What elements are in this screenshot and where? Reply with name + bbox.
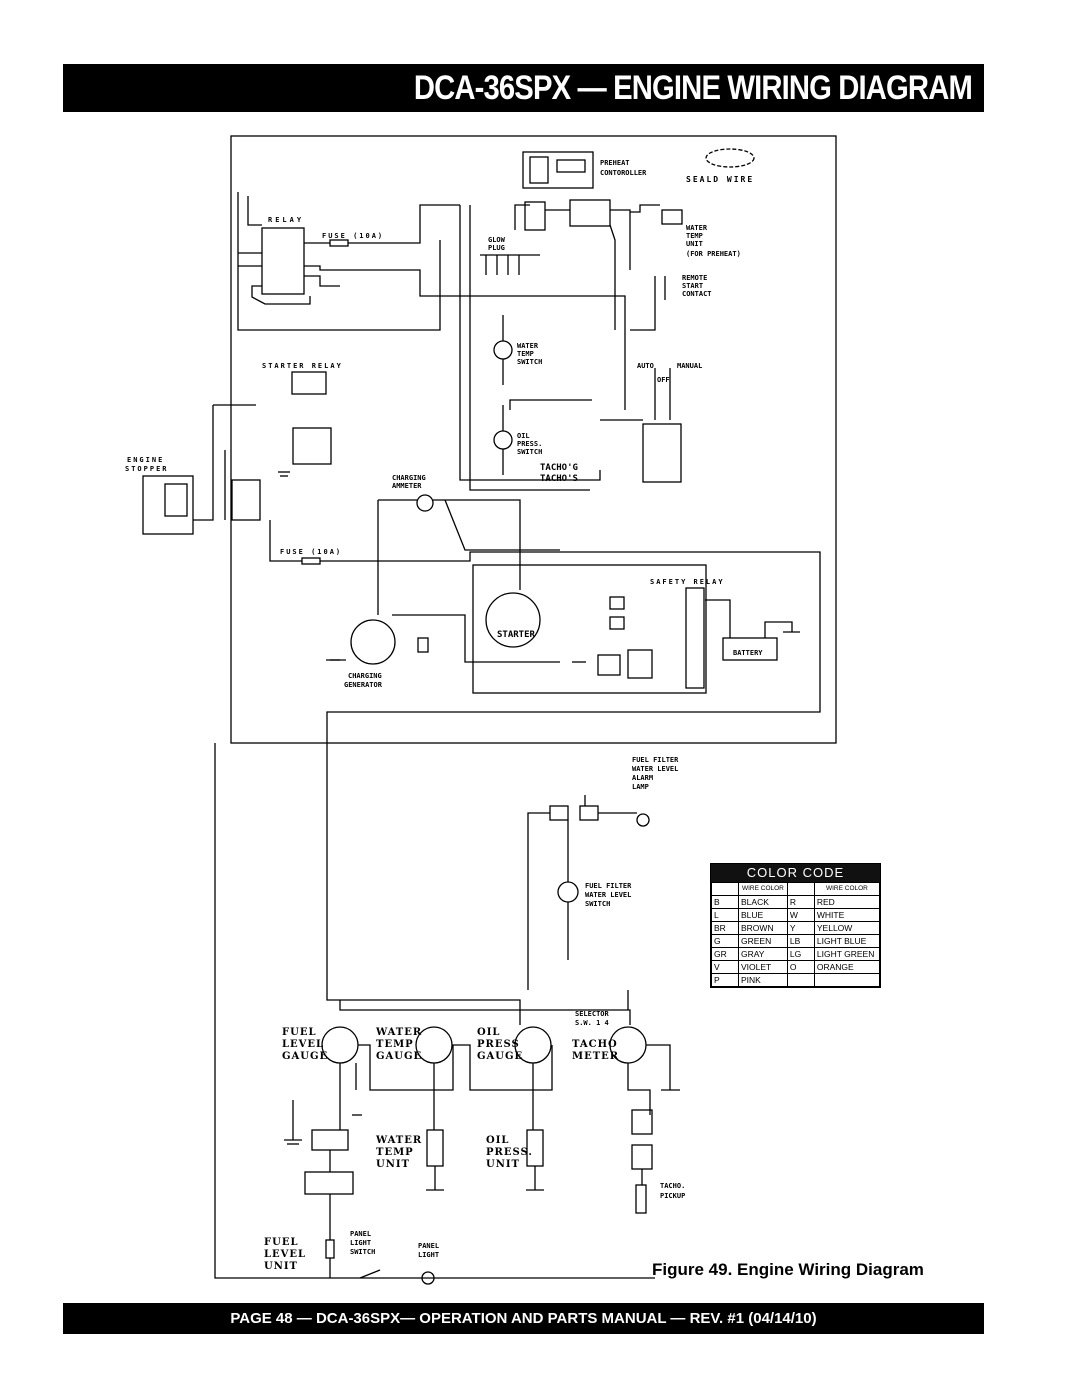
stopper-relay-block (293, 428, 331, 464)
svg-text:PRESS: PRESS (477, 1039, 520, 1050)
svg-text:AUTO: AUTO (637, 362, 654, 370)
svg-text:TEMP: TEMP (376, 1039, 414, 1050)
svg-text:LEVEL: LEVEL (282, 1039, 325, 1050)
charging-ammeter (417, 495, 433, 511)
footer-text: PAGE 48 — DCA-36SPX— OPERATION AND PARTS MANUAL — REV. #1 (04/14/10) (230, 1310, 817, 1327)
svg-text:BATTERY: BATTERY (733, 649, 763, 657)
color-code-table (710, 863, 881, 988)
svg-text:UNIT: UNIT (376, 1159, 410, 1170)
tacho-pickup (636, 1185, 646, 1213)
svg-text:FUSE (10A): FUSE (10A) (280, 548, 343, 556)
svg-text:FUEL FILTER: FUEL FILTER (585, 882, 632, 890)
safety-relay (686, 588, 704, 688)
svg-text:CONTACT: CONTACT (682, 290, 712, 298)
cn2-connector (570, 200, 610, 226)
svg-text:TEMP: TEMP (376, 1147, 414, 1158)
svg-text:WATER: WATER (686, 224, 708, 232)
svg-text:WATER: WATER (517, 342, 539, 350)
svg-text:WATER LEVEL: WATER LEVEL (585, 891, 632, 899)
svg-text:LEVEL: LEVEL (264, 1249, 307, 1260)
relay-label: RELAY (268, 216, 305, 224)
svg-text:TACHO: TACHO (572, 1039, 618, 1050)
svg-text:FUEL: FUEL (264, 1237, 299, 1248)
svg-text:STARTER RELAY: STARTER RELAY (262, 362, 343, 370)
svg-text:SELECTOR: SELECTOR (575, 1010, 609, 1018)
fuse-top (330, 240, 348, 246)
page-footer (63, 1303, 984, 1334)
svg-text:SWITCH: SWITCH (517, 448, 543, 456)
svg-text:PRESS.: PRESS. (486, 1147, 533, 1158)
water-temp-unit (427, 1130, 443, 1166)
svg-text:PANEL: PANEL (350, 1230, 372, 1238)
svg-text:OIL: OIL (477, 1027, 501, 1038)
table-row: GR GRAY LG LIGHT GREEN (712, 948, 880, 961)
svg-text:TACHO'G: TACHO'G (540, 463, 578, 473)
svg-text:REMOTE: REMOTE (682, 274, 708, 282)
svg-text:GAUGE: GAUGE (477, 1051, 524, 1062)
engine-stopper (143, 476, 193, 534)
svg-text:CHARGING: CHARGING (392, 474, 426, 482)
preheat-label: PREHEAT (600, 159, 630, 167)
svg-text:OIL: OIL (486, 1135, 510, 1146)
svg-text:MANUAL: MANUAL (677, 362, 703, 370)
color-col-header: WIRE COLOR (814, 883, 879, 896)
charging-generator (351, 620, 395, 664)
water-temp-unit-connector (662, 210, 682, 224)
svg-text:UNIT: UNIT (686, 240, 703, 248)
svg-text:FUEL: FUEL (282, 1027, 317, 1038)
seald-wire-label: SEALD WIRE (686, 175, 755, 184)
svg-text:STOPPER: STOPPER (125, 465, 169, 473)
svg-text:PICKUP: PICKUP (660, 1192, 686, 1200)
fuel-level-unit (326, 1240, 334, 1258)
svg-text:GAUGE: GAUGE (376, 1051, 423, 1062)
svg-text:OFF: OFF (657, 376, 670, 384)
svg-text:GENERATOR: GENERATOR (344, 681, 382, 689)
sealed-wire-symbol (706, 149, 754, 167)
svg-text:LIGHT: LIGHT (350, 1239, 372, 1247)
ground-symbols (278, 472, 800, 662)
table-row: G GREEN LB LIGHT BLUE (712, 935, 880, 948)
svg-text:S.W. 1 4: S.W. 1 4 (575, 1019, 609, 1027)
table-row: B BLACK R RED (712, 896, 880, 909)
engine-stopper-connector (232, 480, 260, 520)
fuel-filter-lamp (637, 814, 649, 826)
svg-text:UNIT: UNIT (264, 1261, 298, 1272)
cn1-connector (525, 202, 545, 230)
color-code-grid (711, 882, 880, 987)
svg-text:TEMP: TEMP (686, 232, 703, 240)
table-row: V VIOLET O ORANGE (712, 961, 880, 974)
svg-text:SAFETY RELAY: SAFETY RELAY (650, 578, 725, 586)
svg-text:PRESS.: PRESS. (517, 440, 543, 448)
table-row: P PINK (712, 974, 880, 987)
water-temp-switch (494, 341, 512, 359)
svg-text:CHARGING: CHARGING (348, 672, 382, 680)
svg-text:UNIT: UNIT (486, 1159, 520, 1170)
svg-text:OIL: OIL (517, 432, 530, 440)
svg-text:AMMETER: AMMETER (392, 482, 422, 490)
svg-text:LAMP: LAMP (632, 783, 649, 791)
svg-text:GLOW: GLOW (488, 236, 505, 244)
fuel-level-connector-top (312, 1130, 348, 1150)
oil-press-switch (494, 431, 512, 449)
fuse-bottom (302, 558, 320, 564)
svg-text:SWITCH: SWITCH (585, 900, 611, 908)
svg-text:WATER LEVEL: WATER LEVEL (632, 765, 679, 773)
relay (262, 228, 304, 294)
fuel-level-connector-bottom (305, 1172, 353, 1194)
svg-text:METER: METER (572, 1051, 620, 1062)
svg-text:TACHO'S: TACHO'S (540, 474, 578, 484)
svg-text:TEMP: TEMP (517, 350, 534, 358)
svg-text:ENGINE: ENGINE (127, 456, 165, 464)
figure-caption: Figure 49. Engine Wiring Diagram (652, 1260, 924, 1279)
main-connector-block (643, 424, 681, 482)
table-row: L BLUE W WHITE (712, 909, 880, 922)
fuel-filter-water-level-switch (558, 882, 578, 902)
tacho-connector-bottom (632, 1145, 652, 1169)
svg-text:ALARM: ALARM (632, 774, 654, 782)
tacho-connector-top (632, 1110, 652, 1134)
svg-text:START: START (682, 282, 704, 290)
page-title: DCA-36SPX — ENGINE WIRING DIAGRAM (413, 68, 972, 107)
svg-text:TACHO.: TACHO. (660, 1182, 686, 1190)
starter-relay (292, 372, 326, 394)
svg-text:GAUGE: GAUGE (282, 1051, 329, 1062)
svg-text:(FOR PREHEAT): (FOR PREHEAT) (686, 250, 741, 258)
svg-text:SWITCH: SWITCH (517, 358, 543, 366)
svg-text:STARTER: STARTER (497, 630, 535, 640)
svg-text:PLUG: PLUG (488, 244, 505, 252)
svg-text:LIGHT: LIGHT (418, 1251, 440, 1259)
svg-text:WATER: WATER (376, 1135, 423, 1146)
svg-text:FUEL FILTER: FUEL FILTER (632, 756, 679, 764)
color-col-header: WIRE COLOR (739, 883, 788, 896)
svg-text:PANEL: PANEL (418, 1242, 440, 1250)
svg-text:WATER: WATER (376, 1027, 423, 1038)
color-code-title: COLOR CODE (711, 864, 880, 882)
controller-label: CONTOROLLER (600, 169, 647, 177)
fuse-top-label: FUSE (10A) (322, 232, 385, 240)
table-row: BR BROWN Y YELLOW (712, 922, 880, 935)
svg-text:SWITCH: SWITCH (350, 1248, 376, 1256)
